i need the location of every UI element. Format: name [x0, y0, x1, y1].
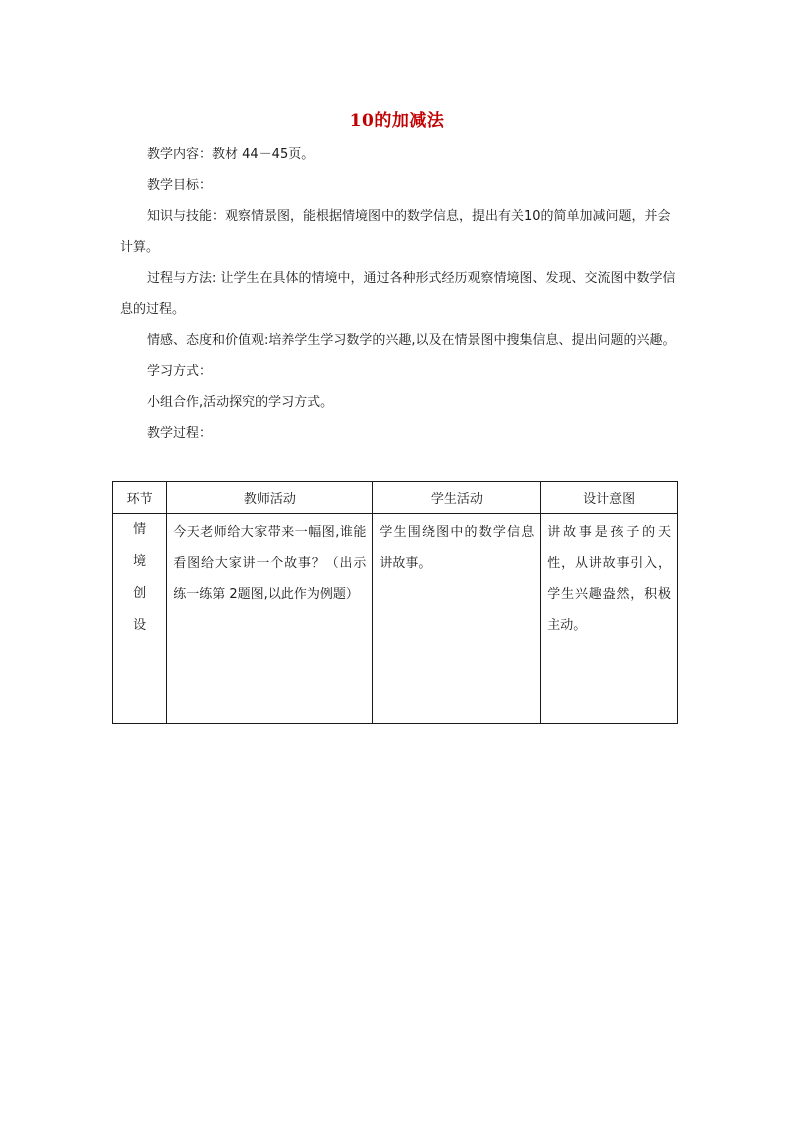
design-intent-text: 讲故事是孩子的天性，从讲故事引入，学生兴趣盎然，积极主动。	[547, 525, 671, 633]
header-student-activity: 学生活动	[373, 482, 541, 514]
page-title: 10的加减法	[349, 111, 445, 131]
process-method-paragraph: 过程与方法: 让学生在具体的情境中，通过各种形式经历观察情境图、发现、交流图中数学信息的过程。	[120, 271, 676, 317]
header-design-intent: 设计意图	[541, 482, 678, 514]
teacher-activity-text: 今天老师给大家带来一幅图,谁能看图给大家讲一个故事？（出示练一练第 2题图,以此作为例题）	[173, 525, 367, 602]
document-body	[120, 139, 680, 449]
objectives-heading: 教学目标：	[147, 178, 213, 193]
phase-cell	[113, 514, 167, 724]
emotion-values-paragraph: 情感、态度和价值观:培养学生学习数学的兴趣,以及在情景图中搜集信息、提出问题的兴趣。	[147, 333, 676, 348]
learning-method-heading: 学习方式：	[147, 364, 213, 379]
content-line: 教学内容：教材 44－45页。	[147, 147, 315, 162]
table-header-row	[113, 482, 678, 514]
student-activity-cell	[373, 514, 541, 724]
header-teacher-activity: 教师活动	[167, 482, 373, 514]
table-row	[113, 514, 678, 724]
learning-method-paragraph: 小组合作,活动探究的学习方式。	[147, 395, 334, 410]
knowledge-skills-paragraph: 知识与技能：观察情景图，能根据情境图中的数学信息，提出有关10的简单加减问题，并会计算。	[120, 209, 671, 255]
process-heading: 教学过程：	[147, 426, 213, 441]
phase-label: 情境创设	[133, 522, 147, 633]
teacher-activity-cell	[167, 514, 373, 724]
student-activity-text: 学生围绕图中的数学信息讲故事。	[379, 525, 535, 571]
lesson-plan-table	[112, 481, 678, 724]
header-phase: 环节	[113, 482, 167, 514]
design-intent-cell	[541, 514, 678, 724]
